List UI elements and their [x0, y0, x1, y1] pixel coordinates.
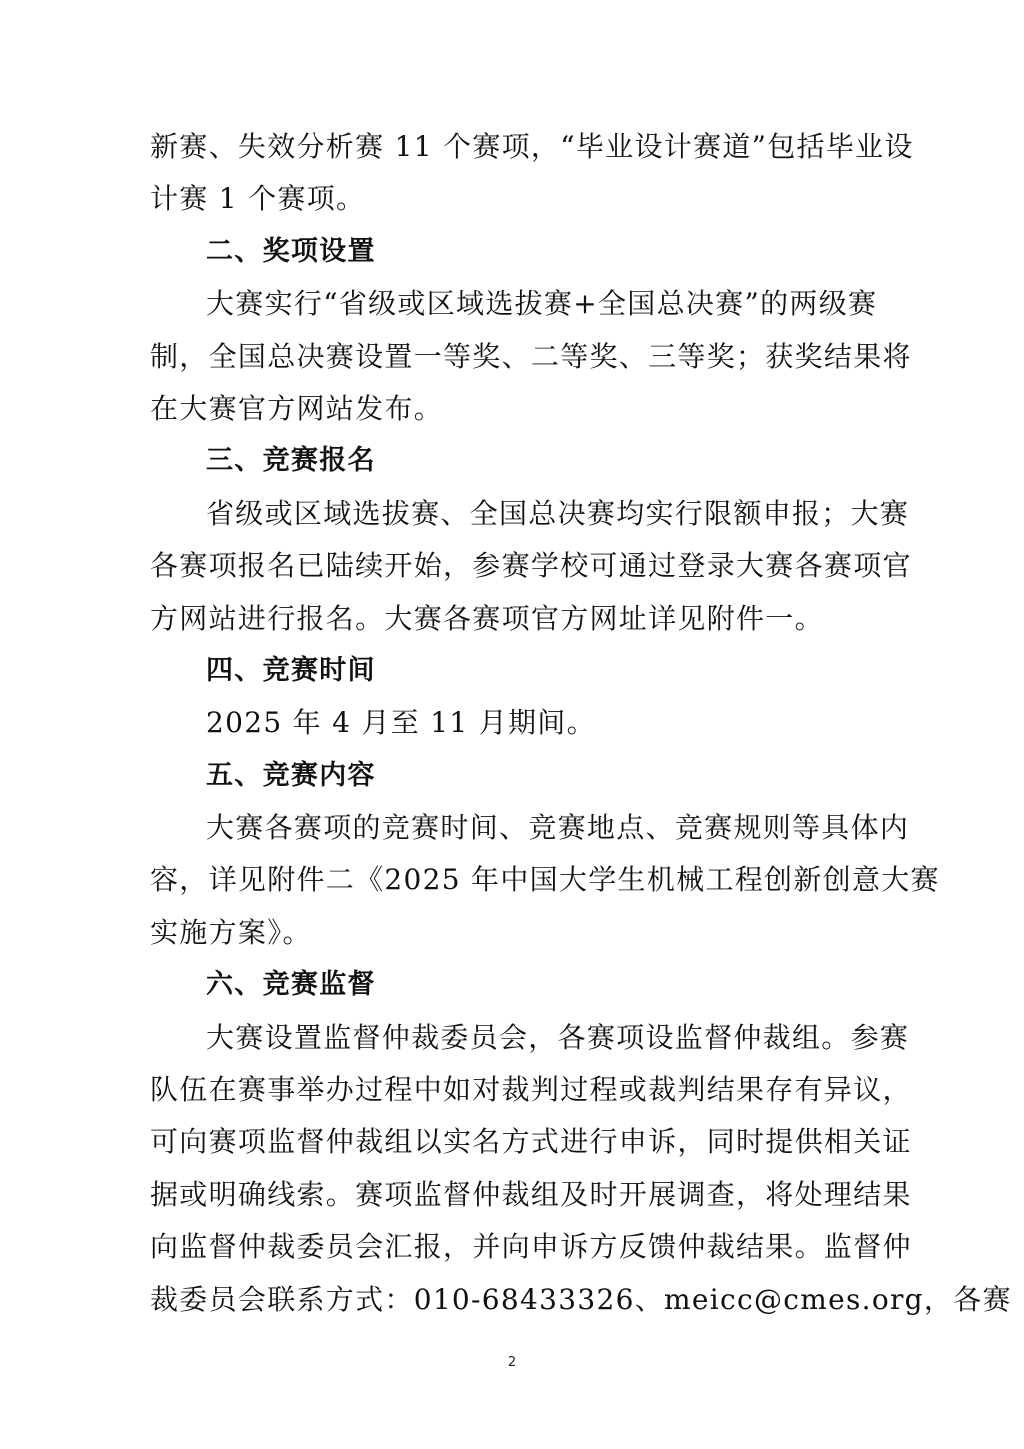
- section-heading: 三、竞赛报名: [206, 445, 376, 477]
- body-text-line: 容，详见附件二《2025 年中国大学生机械工程创新创意大赛: [150, 863, 940, 897]
- body-text-line: 大赛设置监督仲裁委员会，各赛项设监督仲裁组。参赛: [206, 1020, 910, 1054]
- document-body: [150, 121, 1012, 1326]
- body-text-line: 大赛实行“省级或区域选拔赛+全国总决赛”的两级赛: [206, 287, 878, 321]
- body-text-line: 据或明确线索。赛项监督仲裁组及时开展调查，将处理结果: [150, 1177, 912, 1211]
- body-text-line: 方网站进行报名。大赛各赛项官方网址详见附件一。: [150, 601, 824, 635]
- body-text-line: 在大赛官方网站发布。: [150, 391, 444, 425]
- body-text-line: 向监督仲裁委员会汇报，并向申诉方反馈仲裁结果。监督仲: [150, 1230, 912, 1264]
- body-text-line: 队伍在赛事举办过程中如对裁判过程或裁判结果存有异议，: [150, 1073, 912, 1107]
- body-text-line: 各赛项报名已陆续开始，参赛学校可通过登录大赛各赛项官: [150, 549, 912, 583]
- section-heading: 四、竞赛时间: [206, 654, 376, 686]
- body-text-line: 2025 年 4 月至 11 月期间。: [206, 706, 596, 740]
- page-number: 2: [507, 1355, 517, 1370]
- body-text-line: 实施方案》。: [150, 915, 312, 949]
- body-text-line: 可向赛项监督仲裁组以实名方式进行申诉，同时提供相关证: [150, 1125, 912, 1159]
- body-text-line: 新赛、失效分析赛 11 个赛项，“毕业设计赛道”包括毕业设: [150, 130, 914, 163]
- section-heading: 五、竞赛内容: [206, 759, 376, 791]
- section-heading: 二、奖项设置: [206, 235, 376, 267]
- section-heading: 六、竞赛监督: [206, 969, 376, 1001]
- body-text-line: 大赛各赛项的竞赛时间、竞赛地点、竞赛规则等具体内: [206, 811, 910, 845]
- body-text-line: 省级或区域选拔赛、全国总决赛均实行限额申报；大赛: [206, 496, 910, 530]
- body-text-line: 制，全国总决赛设置一等奖、二等奖、三等奖；获奖结果将: [150, 339, 912, 373]
- body-text-line: 计赛 1 个赛项。: [150, 182, 366, 216]
- body-text-line: 裁委员会联系方式：010-68433326、meicc@cmes.org，各赛: [150, 1282, 1012, 1316]
